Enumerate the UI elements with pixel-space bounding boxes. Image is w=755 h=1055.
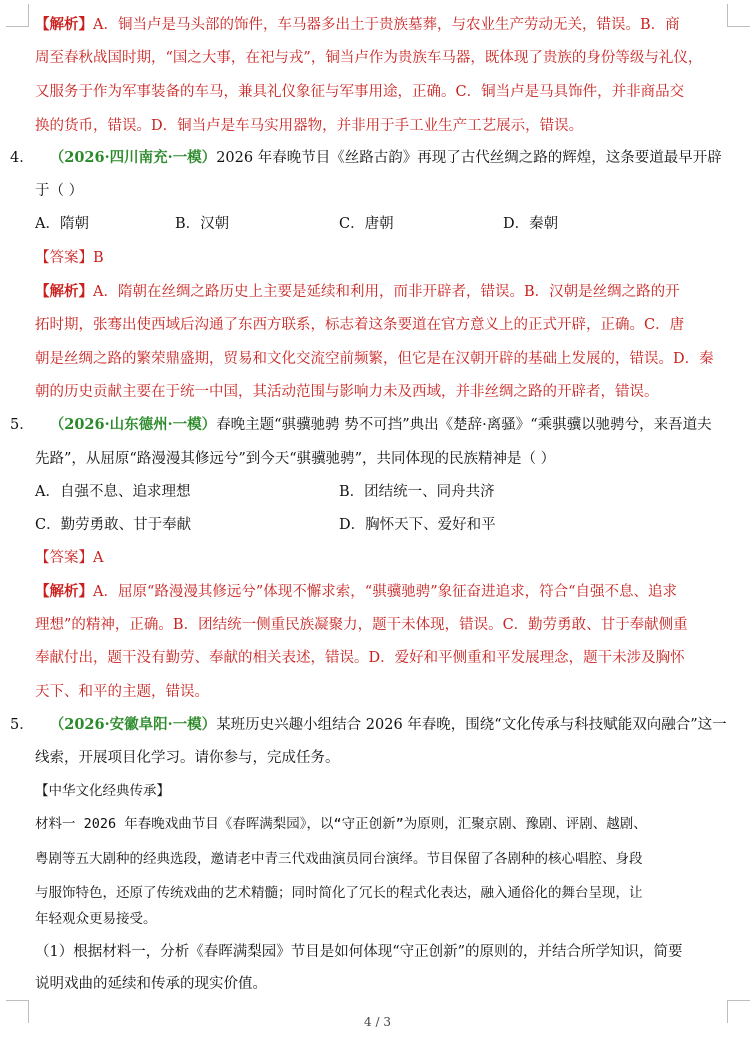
block1-analysis-line-1: 【解析】A．铜当卢是马头部的饰件，车马器多出土于贵族墓葬，与农业生产劳动无关，错误。B．商 (35, 16, 680, 33)
q5-analysis-line-3: 奉献付出，题干没有勤劳、奉献的相关表述，错误。D．爱好和平侧重和平发展理念，题干未涉及胸怀 (35, 650, 685, 666)
q4-option-d: D．秦朝 (503, 216, 559, 232)
q5-analysis-line-4: 天下、和平的主题，错误。 (35, 684, 209, 700)
q6-material-line-2: 粤剧等五大剧种的经典选段，邀请老中青三代戏曲演员同台演绎。节目保留了各剧种的核心唱腔、身段 (35, 851, 643, 867)
block1-analysis-line-3: 又服务于作为军事装备的车马，兼具礼仪象征与军事用途，正确。C．铜当卢是马具饰件，并非商品交 (35, 84, 685, 100)
q4-stem-line-2: 于（ ） (35, 183, 84, 199)
crop-mark-top-left (6, 4, 29, 27)
q4-analysis-line-3: 朝是丝绸之路的繁荣鼎盛期，贸易和文化交流空前频繁，但它是在汉朝开辟的基础上发展的，错误。D．秦 (35, 351, 714, 367)
page-number: 4 / 3 (364, 1015, 391, 1029)
q5-option-d: D．胸怀天下、爱好和平 (339, 517, 496, 533)
q5-stem-line-1 (10, 418, 712, 433)
q6-source: （2026·安徽阜阳·一模） (49, 716, 217, 733)
q4-analysis-line-4: 朝的历史贡献主要在于统一中国，其活动范围与影响力未及西域，并非丝绸之路的开辟者，错误。 (35, 384, 659, 400)
q5-option-a: A．自强不息、追求理想 (35, 484, 191, 500)
q4-number: 4． (10, 150, 34, 166)
q6-stem-line-1 (10, 718, 727, 733)
q6-stem-line-2: 线索，开展项目化学习。请你参与，完成任务。 (35, 750, 340, 766)
q4-option-a: A．隋朝 (35, 216, 89, 232)
q5-source: （2026·山东德州·一模） (49, 416, 217, 433)
q6-stem: 某班历史兴趣小组结合 2026 年春晚，围绕“文化传承与科技赋能双向融合”这一 (216, 717, 727, 733)
q4-stem: 2026 年春晚节目《丝路古韵》再现了古代丝绸之路的辉煌，这条要道最早开辟 (216, 150, 722, 166)
analysis-label: 【解析】 (35, 16, 93, 33)
block1-analysis-line-4: 换的货币，错误。D．铜当卢是车马实用器物，并非用于手工业生产工艺展示，错误。 (35, 118, 584, 134)
q4-option-c: C．唐朝 (339, 216, 394, 232)
q6-subquestion-line-1: （1）根据材料一，分析《春晖满梨园》节目是如何体现“守正创新”的原则的，并结合所学知识，简要 (35, 944, 683, 960)
crop-mark-top-right (727, 4, 750, 27)
analysis-label: 【解析】 (35, 283, 93, 300)
q4-stem-line-1 (10, 151, 722, 166)
q5-stem-line-2: 先路”，从屈原“路漫漫其修远兮”到今天“骐骥驰骋”，共同体现的民族精神是（ ） (35, 451, 556, 467)
q4-answer: 【答案】B (35, 250, 104, 266)
q4-analysis-line-2: 拓时期，张骞出使西域后沟通了东西方联系，标志着这条要道在官方意义上的正式开辟，正确。C．唐 (35, 317, 685, 333)
q5-answer: 【答案】A (35, 550, 104, 566)
q5-option-c: C．勤劳勇敢、甘于奉献 (35, 517, 192, 533)
q4-analysis-line-1: 【解析】A．隋朝在丝绸之路历史上主要是延续和利用，而非开辟者，错误。B．汉朝是丝绸之路的开 (35, 283, 680, 300)
q6-section-title: 【中华文化经典传承】 (35, 783, 170, 799)
block1-analysis-line-2: 周至春秋战国时期，“国之大事，在祀与戎”，铜当卢作为贵族车马器，既体现了贵族的身份等级与礼仪， (35, 50, 703, 66)
analysis-label: 【解析】 (35, 583, 93, 600)
q6-material-line-1: 材料一 2026 年春晚戏曲节目《春晖满梨园》，以“守正创新”为原则，汇聚京剧、豫剧、评剧、越剧、 (35, 816, 647, 832)
q6-material-line-4: 年轻观众更易接受。 (35, 911, 157, 927)
q6-subquestion-line-2: 说明戏曲的延续和传承的现实价值。 (35, 976, 267, 992)
q5-analysis-line-2: 理想”的精神，正确。B．团结统一侧重民族凝聚力，题干未体现，错误。C．勤劳勇敢、甘于奉献侧重 (35, 617, 688, 633)
q4-option-b: B．汉朝 (175, 216, 230, 232)
q5-option-b: B．团结统一、同舟共济 (339, 484, 495, 500)
q5-number: 5． (10, 417, 34, 433)
q6-number: 5． (10, 717, 34, 733)
q5-analysis-line-1: 【解析】A．屈原“路漫漫其修远兮”体现不懈求索，“骐骥驰骋”象征奋进追求，符合“自强不息、追求 (35, 583, 678, 600)
q4-source: （2026·四川南充·一模） (49, 149, 217, 166)
q6-material-line-3: 与服饰特色，还原了传统戏曲的艺术精髓；同时简化了冗长的程式化表达，融入通俗化的舞台呈现，让 (35, 885, 643, 901)
q5-stem: 春晚主题“骐骥驰骋 势不可挡”典出《楚辞·离骚》“乘骐骥以驰骋兮，来吾道夫 (216, 417, 712, 433)
